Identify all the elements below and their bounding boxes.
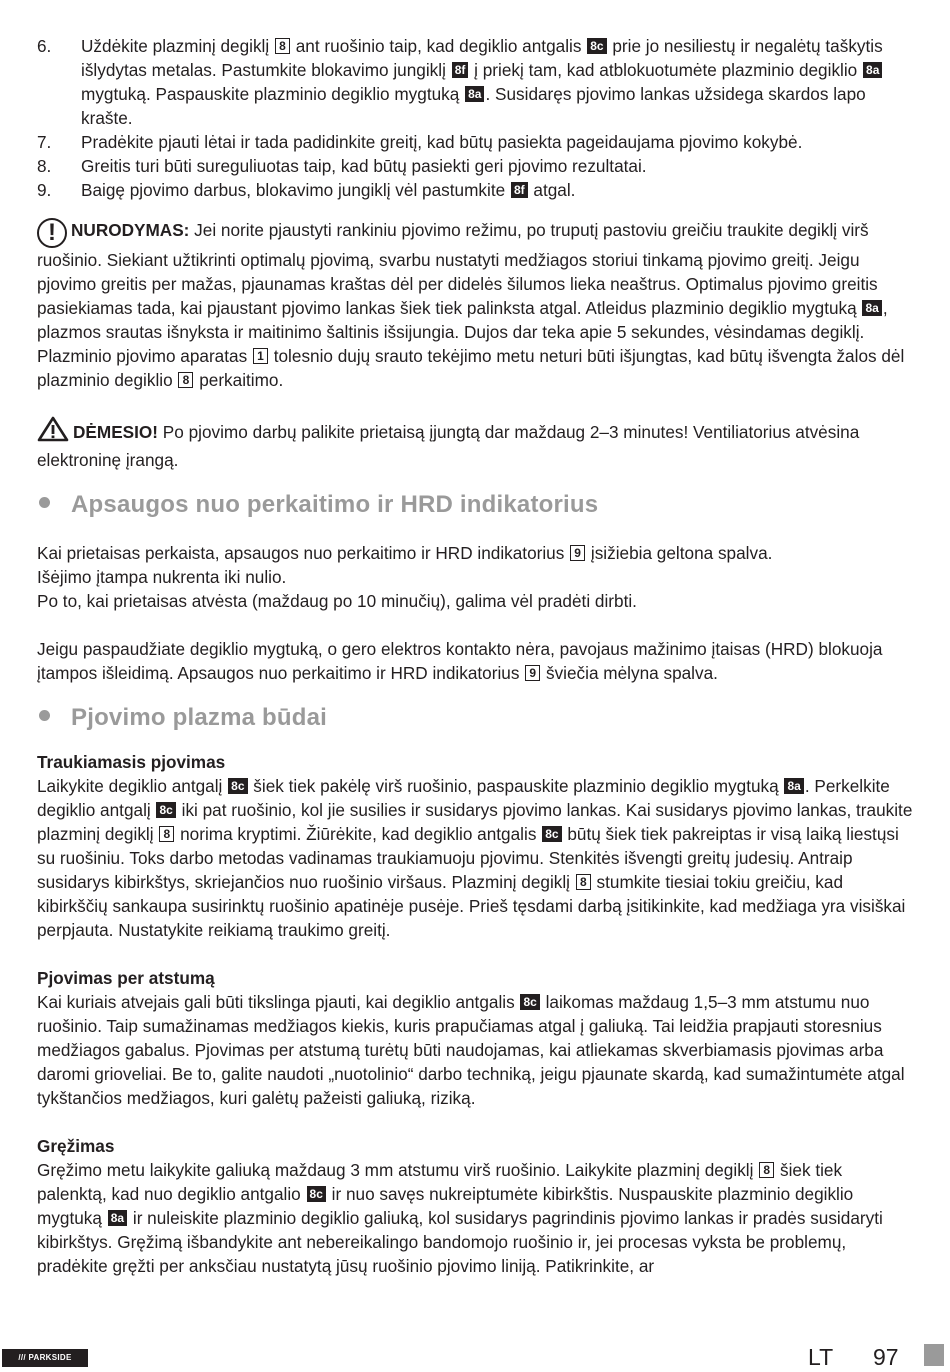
part-reference: 8c [307,1186,326,1202]
text-run: Baigę pjovimo darbus, blokavimo jungiklį vėl pastumkite [81,180,510,200]
part-reference: 8a [108,1210,127,1226]
paragraph [37,565,913,589]
part-reference: 8c [520,994,539,1010]
section-title: Pjovimo plazma būdai [71,704,328,731]
paragraph [37,637,913,685]
text-run: norima kryptimi. Žiūrėkite, kad degiklio antgalis [175,824,542,844]
text-run: būtų šiek tiek pakreiptas ir visą laiką liestųsi su ruošiniu. Toks darbo metodas vadinamas traukiamuoju pjovimu. Stenkitės išvengti greitų judesių. Antraip susidarys kibirkštys, skriejančios nuo ruošinio viršaus. Plazminį degiklį [37,824,899,892]
step-text [81,156,647,176]
warning-triangle-icon [37,416,69,448]
text-run: Kai kuriais atvejais gali būti tikslinga pjauti, kai degiklio antgalis [37,992,520,1012]
exclamation-circle-icon: ! [37,218,67,248]
part-reference: 8a [465,86,484,102]
note-paragraph [37,218,913,392]
part-reference: 8a [863,62,882,78]
paragraph [37,541,913,565]
step-number: 7. [37,132,52,152]
text-run: . Susidaręs pjovimo lankas užsidega skardos lapo krašte. [81,84,866,128]
text-run: atgal. [528,180,576,200]
bullet-icon [39,710,50,721]
text-run: Jeigu paspaudžiate degiklio mygtuką, o gero elektros kontakto nėra, pavojaus mažinimo įtaisas (HRD) blokuoja įtampos išleidimą. Apsaugos nuo perkaitimo ir HRD indikatorius [37,639,883,683]
text-run: mygtuką. Paspauskite plazminio degiklio mygtuką [81,84,465,104]
text-run: Pradėkite pjauti lėtai ir tada padidinkite greitį, kad būtų pasiekta pageidaujama pjovimo kokybė. [81,132,803,152]
text-run: Uždėkite plazminį degiklį [81,36,274,56]
document-body [37,34,913,1278]
paragraph [37,774,913,942]
text-run: , plazmos srautas išnyksta ir maitinimo šaltinis išsijungia. Dujos dar teka apie 5 sekundes, vėsindamas degiklį. Plazminio pjovimo aparatas [37,298,888,366]
text-run: tolesnio dujų srauto tekėjimo metu neturi būti išjungtas, kad būtų išvengta žalos dėl plazminio degiklio [37,346,905,390]
step-item [37,34,913,130]
step-item [37,154,913,178]
text-run: Po to, kai prietaisas atvėsta (maždaug po 10 minučių), galima vėl pradėti dirbti. [37,591,637,611]
text-run: stumkite tiesiai tokiu greičiu, kad kibirkščių sankaupa susirinktų ruošinio apatinėje pusėje. Prieš tęsdami darbą įsitikinkite, kad medžiaga yra visiškai perpjauta. Nustatykite reikiamą traukimo greitį. [37,872,906,940]
steps-list [37,34,913,202]
section-heading-cutting-methods [37,703,913,733]
step-number: 6. [37,36,52,56]
text-run: šviečia mėlyna spalva. [541,663,718,683]
part-reference: 8f [452,62,469,78]
part-reference: 8c [228,778,247,794]
part-reference: 8 [159,826,174,842]
text-run: perkaitimo. [194,370,284,390]
warning-text [37,422,859,470]
step-number: 9. [37,180,52,200]
page-marker [924,1344,944,1366]
note-label: NURODYMAS: [71,220,190,240]
text-run: prie jo nesiliestų ir negalėtų taškytis išlydytas metalas. Pastumkite blokavimo jungiklį [81,36,883,80]
part-reference: 8a [784,778,803,794]
text-run: Gręžimo metu laikykite galiuką maždaug 3 mm atstumu virš ruošinio. Laikykite plazminį degiklį [37,1160,759,1180]
text-run: ir nuo savęs nukreiptumėte kibirkštis. Nuspauskite plazminio degiklio mygtuką [37,1184,854,1228]
parkside-logo: /// PARKSIDE [2,1349,88,1367]
bullet-icon [39,497,50,508]
part-reference: 8 [576,874,591,890]
text-run: iki pat ruošinio, kol jie susilies ir susidarys pjovimo lankas. Kai susidarys pjovimo lankas, traukite plazminį degiklį [37,800,913,844]
note-text [37,220,904,390]
paragraph [37,1158,913,1278]
part-reference: 8a [862,300,881,316]
text-run: Kai prietaisas perkaista, apsaugos nuo perkaitimo ir HRD indikatorius [37,543,570,563]
part-reference: 8c [587,38,606,54]
text-run: Po pjovimo darbų palikite prietaisą įjungtą dar maždaug 2–3 minutes! Ventiliatorius atvėsina elektroninę įrangą. [37,422,860,470]
paragraph [37,990,913,1110]
paragraph [37,589,913,613]
text-run: šiek tiek palenktą, kad nuo degiklio antgalio [37,1160,843,1204]
step-text [81,36,883,128]
part-reference: 1 [253,348,268,364]
text-run: Laikykite degiklio antgalį [37,776,228,796]
warning-label: DĖMESIO! [73,422,158,442]
step-text [81,180,575,200]
text-run: į priekį tam, kad atblokuotumėte plazminio degiklio [469,60,863,80]
text-run: Jei norite pjaustyti rankiniu pjovimo režimu, po truputį pastoviu greičiu traukite degiklį virš ruošinio. Siekiant užtikrinti optimalų pjovimą, svarbu nustatyti medžiagos storiui tinkamą pjovimo greitį. Jeigu pjovimo greitis per mažas, pjaunamas kraštas dėl per didelės šilumos lieka neaštrus. Optimalus pjovimo greitis pasiekiamas tada, kai pjaustant pjovimo lankas šiek tiek palinksta atgal. Atleidus plazminio degiklio mygtuką [37,220,878,318]
text-run: Greitis turi būti sureguliuotas taip, kad būtų pasiekti geri pjovimo rezultatai. [81,156,647,176]
part-reference: 9 [525,665,540,681]
text-run: įsižiebia geltona spalva. [586,543,773,563]
text-run: Išėjimo įtampa nukrenta iki nulio. [37,567,287,587]
step-item [37,178,913,202]
subsection-title: Gręžimas [37,1136,115,1156]
language-code: LT [808,1344,834,1370]
text-run: . Perkelkite degiklio antgalį [37,776,890,820]
subsection-title: Pjovimas per atstumą [37,968,215,988]
part-reference: 8 [178,372,193,388]
part-reference: 8 [759,1162,774,1178]
section-heading-overheat [37,490,913,520]
step-text [81,132,802,152]
step-number: 8. [37,156,52,176]
section-title: Apsaugos nuo perkaitimo ir HRD indikatorius [71,491,599,518]
part-reference: 9 [570,545,585,561]
text-run: ant ruošinio taip, kad degiklio antgalis [290,36,587,56]
part-reference: 8c [156,802,175,818]
part-reference: 8f [511,182,528,198]
part-reference: 8c [542,826,561,842]
subsection-title: Traukiamasis pjovimas [37,752,226,772]
page-number: 97 [873,1344,899,1370]
text-run: šiek tiek pakėlę virš ruošinio, paspauskite plazminio degiklio mygtuką [248,776,784,796]
text-run: laikomas maždaug 1,5–3 mm atstumu nuo ruošinio. Taip sumažinamas medžiagos kiekis, kuris prapučiamas atgal į galiuką. Tai leidžia prapjauti storesnius medžiagos gabalus. Pjovimas per atstumą turėtų būti naudojamas, kai atliekamas skverbiamasis pjovimas arba daromi grioveliai. Be to, galite naudoti „nuotolinio“ darbo techniką, jeigu pjaunate skardą, kad sumažintumėte atgal tykštančios medžiagos, kuri galėtų pažeisti galiuką, riziką. [37,992,905,1108]
text-run: ir nuleiskite plazminio degiklio galiuką, kol susidarys pagrindinis pjovimo lankas ir pradės susidaryti kibirkštys. Gręžimą išbandykite ant nebereikalingo bandomojo ruošinio ir, jei procesas vyksta be problemų, pradėkite gręžti per anksčiau nustatytą jūsų ruošinio pjovimo liniją. Patikrinkite, ar [37,1208,883,1276]
warning-paragraph [37,416,913,472]
step-item [37,130,913,154]
part-reference: 8 [275,38,290,54]
